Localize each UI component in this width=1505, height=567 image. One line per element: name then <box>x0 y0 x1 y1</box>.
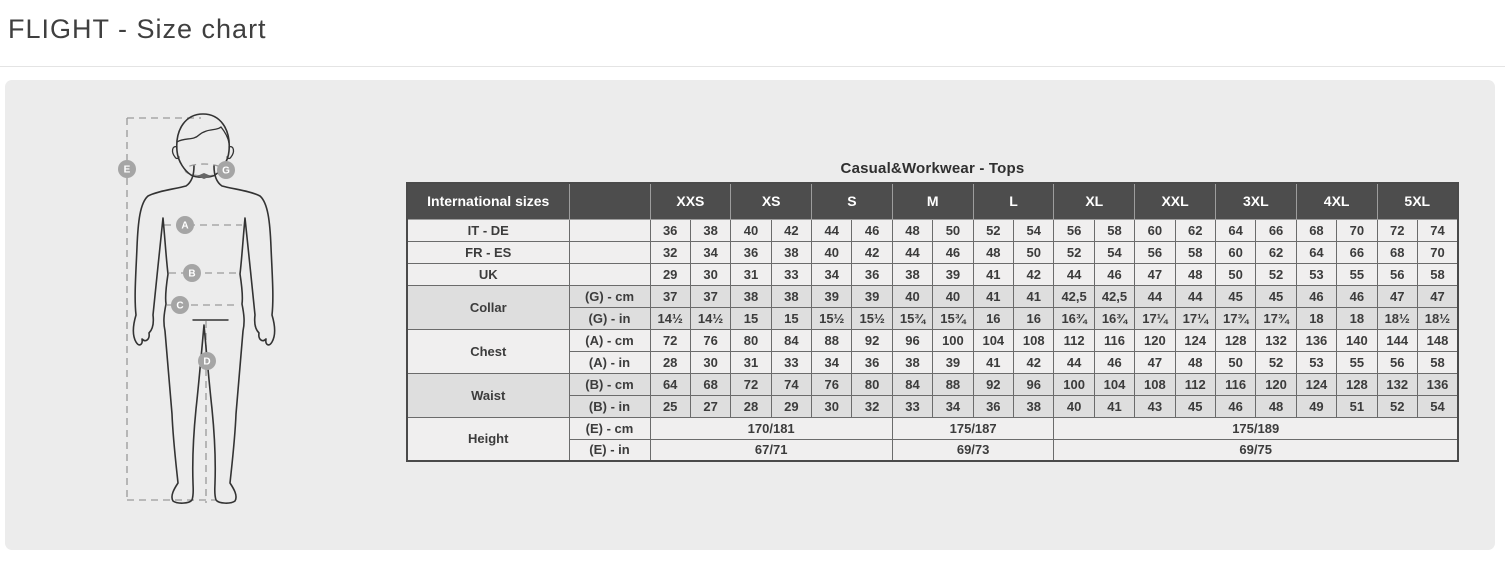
size-value: 128 <box>1215 329 1255 351</box>
size-value: 74 <box>1417 219 1458 241</box>
size-value: 18½ <box>1377 307 1417 329</box>
badge-B <box>183 264 201 282</box>
size-value: 124 <box>1175 329 1215 351</box>
international-sizes-header: International sizes <box>407 183 569 219</box>
size-value: 25 <box>650 395 690 417</box>
size-value: 38 <box>690 219 730 241</box>
page-title: FLIGHT - Size chart <box>8 14 267 44</box>
size-value: 47 <box>1417 285 1458 307</box>
size-value: 15¾ <box>933 307 973 329</box>
size-value: 42 <box>771 219 811 241</box>
size-value: 175/187 <box>892 417 1054 439</box>
size-value: 48 <box>1175 263 1215 285</box>
size-value: 36 <box>650 219 690 241</box>
size-value: 39 <box>812 285 852 307</box>
table-row <box>407 263 1458 285</box>
size-value: 18 <box>1337 307 1377 329</box>
unit-label: (B) - in <box>569 395 650 417</box>
size-value: 53 <box>1296 351 1336 373</box>
size-value: 44 <box>1175 285 1215 307</box>
badge-D <box>198 352 216 370</box>
size-value: 70 <box>1417 241 1458 263</box>
size-value: 132 <box>1256 329 1296 351</box>
size-value: 42 <box>852 241 892 263</box>
size-value: 45 <box>1215 285 1255 307</box>
size-value: 38 <box>771 285 811 307</box>
size-header-l: L <box>973 183 1054 219</box>
row-label: Waist <box>407 373 569 417</box>
size-header-5xl: 5XL <box>1377 183 1458 219</box>
size-value: 17¼ <box>1135 307 1175 329</box>
size-value: 76 <box>690 329 730 351</box>
size-value: 69/73 <box>892 439 1054 461</box>
row-label: FR - ES <box>407 241 569 263</box>
size-value: 54 <box>1417 395 1458 417</box>
size-header-xs: XS <box>731 183 812 219</box>
size-value: 144 <box>1377 329 1417 351</box>
size-value: 44 <box>812 219 852 241</box>
table-row <box>407 417 1458 439</box>
badge-A-label: A <box>181 220 189 232</box>
size-value: 50 <box>1215 351 1255 373</box>
size-value: 96 <box>892 329 932 351</box>
table-title: Casual&Workwear - Tops <box>840 160 1025 177</box>
size-value: 38 <box>771 241 811 263</box>
size-value: 58 <box>1094 219 1134 241</box>
size-value: 68 <box>1377 241 1417 263</box>
size-value: 45 <box>1256 285 1296 307</box>
size-value: 148 <box>1417 329 1458 351</box>
size-value: 46 <box>1094 351 1134 373</box>
size-value: 43 <box>1135 395 1175 417</box>
size-value: 31 <box>731 351 771 373</box>
size-value: 40 <box>1054 395 1094 417</box>
size-value: 38 <box>892 263 932 285</box>
size-value: 64 <box>1296 241 1336 263</box>
size-value: 18½ <box>1417 307 1458 329</box>
unit-label: (A) - cm <box>569 329 650 351</box>
body-figure-svg <box>65 87 310 524</box>
size-value: 45 <box>1175 395 1215 417</box>
size-value: 136 <box>1417 373 1458 395</box>
size-value: 38 <box>731 285 771 307</box>
size-header-xxs: XXS <box>650 183 731 219</box>
size-value: 67/71 <box>650 439 892 461</box>
size-value: 42,5 <box>1094 285 1134 307</box>
blank-header-cell <box>569 183 650 219</box>
size-value: 30 <box>690 351 730 373</box>
size-value: 108 <box>1014 329 1054 351</box>
size-value: 46 <box>1337 285 1377 307</box>
size-value: 56 <box>1054 219 1094 241</box>
size-value: 15 <box>771 307 811 329</box>
size-value: 47 <box>1135 351 1175 373</box>
size-table <box>406 182 1459 462</box>
size-value: 66 <box>1256 219 1296 241</box>
size-value: 41 <box>973 351 1013 373</box>
size-value: 132 <box>1377 373 1417 395</box>
size-value: 40 <box>892 285 932 307</box>
size-value: 104 <box>1094 373 1134 395</box>
size-value: 74 <box>771 373 811 395</box>
size-value: 124 <box>1296 373 1336 395</box>
size-header-xl: XL <box>1054 183 1135 219</box>
size-value: 104 <box>973 329 1013 351</box>
size-value: 44 <box>892 241 932 263</box>
size-value: 46 <box>1296 285 1336 307</box>
size-value: 36 <box>973 395 1013 417</box>
badge-C-label: C <box>176 300 184 312</box>
size-value: 100 <box>1054 373 1094 395</box>
badge-D-label: D <box>203 356 211 368</box>
size-value: 80 <box>731 329 771 351</box>
body-outline <box>133 114 274 503</box>
size-value: 28 <box>650 351 690 373</box>
size-value: 52 <box>1256 351 1296 373</box>
row-label: Collar <box>407 285 569 329</box>
size-value: 58 <box>1417 263 1458 285</box>
size-value: 28 <box>731 395 771 417</box>
torso-arms-legs-outline <box>133 166 274 503</box>
size-value: 170/181 <box>650 417 892 439</box>
size-value: 62 <box>1175 219 1215 241</box>
size-value: 33 <box>771 263 811 285</box>
size-value: 120 <box>1135 329 1175 351</box>
size-value: 17¼ <box>1175 307 1215 329</box>
badge-B-label: B <box>188 268 196 280</box>
size-header-m: M <box>892 183 973 219</box>
hair-line <box>177 127 229 143</box>
size-value: 44 <box>1135 285 1175 307</box>
size-value: 33 <box>892 395 932 417</box>
unit-label <box>569 241 650 263</box>
size-value: 44 <box>1054 351 1094 373</box>
size-value: 38 <box>1014 395 1054 417</box>
size-value: 46 <box>1215 395 1255 417</box>
size-value: 41 <box>973 263 1013 285</box>
size-value: 50 <box>1014 241 1054 263</box>
size-value: 96 <box>1014 373 1054 395</box>
size-value: 34 <box>690 241 730 263</box>
size-value: 88 <box>812 329 852 351</box>
size-value: 72 <box>650 329 690 351</box>
size-value: 140 <box>1337 329 1377 351</box>
size-value: 48 <box>973 241 1013 263</box>
size-value: 51 <box>1337 395 1377 417</box>
size-value: 16 <box>973 307 1013 329</box>
badge-E-label: E <box>123 164 131 176</box>
unit-label <box>569 263 650 285</box>
size-value: 36 <box>852 263 892 285</box>
size-value: 58 <box>1175 241 1215 263</box>
badge-C <box>171 296 189 314</box>
size-value: 56 <box>1135 241 1175 263</box>
table-row <box>407 285 1458 307</box>
size-value: 112 <box>1054 329 1094 351</box>
size-value: 92 <box>973 373 1013 395</box>
size-value: 29 <box>771 395 811 417</box>
table-row <box>407 241 1458 263</box>
size-value: 68 <box>1296 219 1336 241</box>
size-value: 36 <box>852 351 892 373</box>
size-value: 41 <box>1094 395 1134 417</box>
size-value: 84 <box>892 373 932 395</box>
size-value: 46 <box>852 219 892 241</box>
size-value: 30 <box>690 263 730 285</box>
size-value: 72 <box>731 373 771 395</box>
size-value: 40 <box>812 241 852 263</box>
size-value: 41 <box>1014 285 1054 307</box>
badge-E <box>118 160 136 178</box>
size-value: 58 <box>1417 351 1458 373</box>
size-value: 31 <box>731 263 771 285</box>
size-value: 50 <box>933 219 973 241</box>
size-value: 39 <box>852 285 892 307</box>
row-label: IT - DE <box>407 219 569 241</box>
size-header-s: S <box>812 183 893 219</box>
size-value: 47 <box>1135 263 1175 285</box>
size-value: 50 <box>1215 263 1255 285</box>
unit-label: (E) - cm <box>569 417 650 439</box>
size-value: 116 <box>1215 373 1255 395</box>
size-value: 39 <box>933 263 973 285</box>
size-value: 42 <box>1014 351 1054 373</box>
unit-label: (B) - cm <box>569 373 650 395</box>
size-value: 69/75 <box>1054 439 1458 461</box>
size-value: 32 <box>852 395 892 417</box>
unit-label <box>569 219 650 241</box>
badge-A <box>176 216 194 234</box>
row-label: Chest <box>407 329 569 373</box>
size-value: 70 <box>1337 219 1377 241</box>
size-value: 76 <box>812 373 852 395</box>
size-value: 49 <box>1296 395 1336 417</box>
size-value: 92 <box>852 329 892 351</box>
size-value: 120 <box>1256 373 1296 395</box>
size-value: 30 <box>812 395 852 417</box>
row-label: Height <box>407 417 569 461</box>
size-value: 64 <box>1215 219 1255 241</box>
size-value: 48 <box>892 219 932 241</box>
unit-label: (G) - in <box>569 307 650 329</box>
size-value: 42,5 <box>1054 285 1094 307</box>
size-chart-panel <box>5 80 1495 550</box>
size-value: 55 <box>1337 351 1377 373</box>
size-header-4xl: 4XL <box>1296 183 1377 219</box>
size-value: 16 <box>1014 307 1054 329</box>
size-header-3xl: 3XL <box>1215 183 1296 219</box>
size-value: 112 <box>1175 373 1215 395</box>
size-value: 54 <box>1094 241 1134 263</box>
size-value: 34 <box>812 263 852 285</box>
size-value: 17¾ <box>1256 307 1296 329</box>
size-value: 14½ <box>650 307 690 329</box>
page-header <box>0 0 1505 67</box>
row-label: UK <box>407 263 569 285</box>
size-value: 44 <box>1054 263 1094 285</box>
size-value: 84 <box>771 329 811 351</box>
size-value: 48 <box>1256 395 1296 417</box>
size-value: 18 <box>1296 307 1336 329</box>
size-value: 41 <box>973 285 1013 307</box>
size-value: 68 <box>690 373 730 395</box>
size-value: 66 <box>1337 241 1377 263</box>
size-value: 46 <box>1094 263 1134 285</box>
size-table-area <box>406 160 1459 462</box>
collar-bow-mark <box>197 173 211 179</box>
size-value: 53 <box>1296 263 1336 285</box>
size-value: 27 <box>690 395 730 417</box>
size-value: 60 <box>1215 241 1255 263</box>
size-value: 64 <box>650 373 690 395</box>
size-value: 16¾ <box>1094 307 1134 329</box>
size-value: 32 <box>650 241 690 263</box>
size-value: 55 <box>1337 263 1377 285</box>
body-measurement-diagram <box>65 87 310 524</box>
size-value: 46 <box>933 241 973 263</box>
badge-G <box>217 161 235 179</box>
table-row <box>407 329 1458 351</box>
size-value: 48 <box>1175 351 1215 373</box>
size-value: 42 <box>1014 263 1054 285</box>
size-value: 34 <box>933 395 973 417</box>
size-value: 15 <box>731 307 771 329</box>
size-value: 36 <box>731 241 771 263</box>
size-value: 52 <box>973 219 1013 241</box>
size-value: 17¾ <box>1215 307 1255 329</box>
table-row <box>407 373 1458 395</box>
table-row <box>407 219 1458 241</box>
size-value: 175/189 <box>1054 417 1458 439</box>
badge-G-label: G <box>222 165 230 177</box>
size-header-row <box>407 183 1458 219</box>
size-value: 116 <box>1094 329 1134 351</box>
size-value: 100 <box>933 329 973 351</box>
size-value: 39 <box>933 351 973 373</box>
size-value: 38 <box>892 351 932 373</box>
size-value: 29 <box>650 263 690 285</box>
size-value: 16¾ <box>1054 307 1094 329</box>
size-value: 72 <box>1377 219 1417 241</box>
size-value: 136 <box>1296 329 1336 351</box>
size-value: 52 <box>1256 263 1296 285</box>
unit-label: (G) - cm <box>569 285 650 307</box>
size-value: 40 <box>933 285 973 307</box>
size-value: 47 <box>1377 285 1417 307</box>
size-value: 108 <box>1135 373 1175 395</box>
size-value: 52 <box>1054 241 1094 263</box>
size-value: 80 <box>852 373 892 395</box>
unit-label: (E) - in <box>569 439 650 461</box>
size-value: 14½ <box>690 307 730 329</box>
size-value: 60 <box>1135 219 1175 241</box>
size-value: 37 <box>650 285 690 307</box>
size-value: 15½ <box>812 307 852 329</box>
size-value: 15¾ <box>892 307 932 329</box>
size-value: 15½ <box>852 307 892 329</box>
size-value: 88 <box>933 373 973 395</box>
size-value: 52 <box>1377 395 1417 417</box>
size-value: 56 <box>1377 263 1417 285</box>
size-value: 128 <box>1337 373 1377 395</box>
size-value: 56 <box>1377 351 1417 373</box>
size-header-xxl: XXL <box>1135 183 1216 219</box>
size-value: 33 <box>771 351 811 373</box>
size-value: 37 <box>690 285 730 307</box>
unit-label: (A) - in <box>569 351 650 373</box>
size-value: 34 <box>812 351 852 373</box>
size-value: 40 <box>731 219 771 241</box>
size-value: 54 <box>1014 219 1054 241</box>
size-value: 62 <box>1256 241 1296 263</box>
